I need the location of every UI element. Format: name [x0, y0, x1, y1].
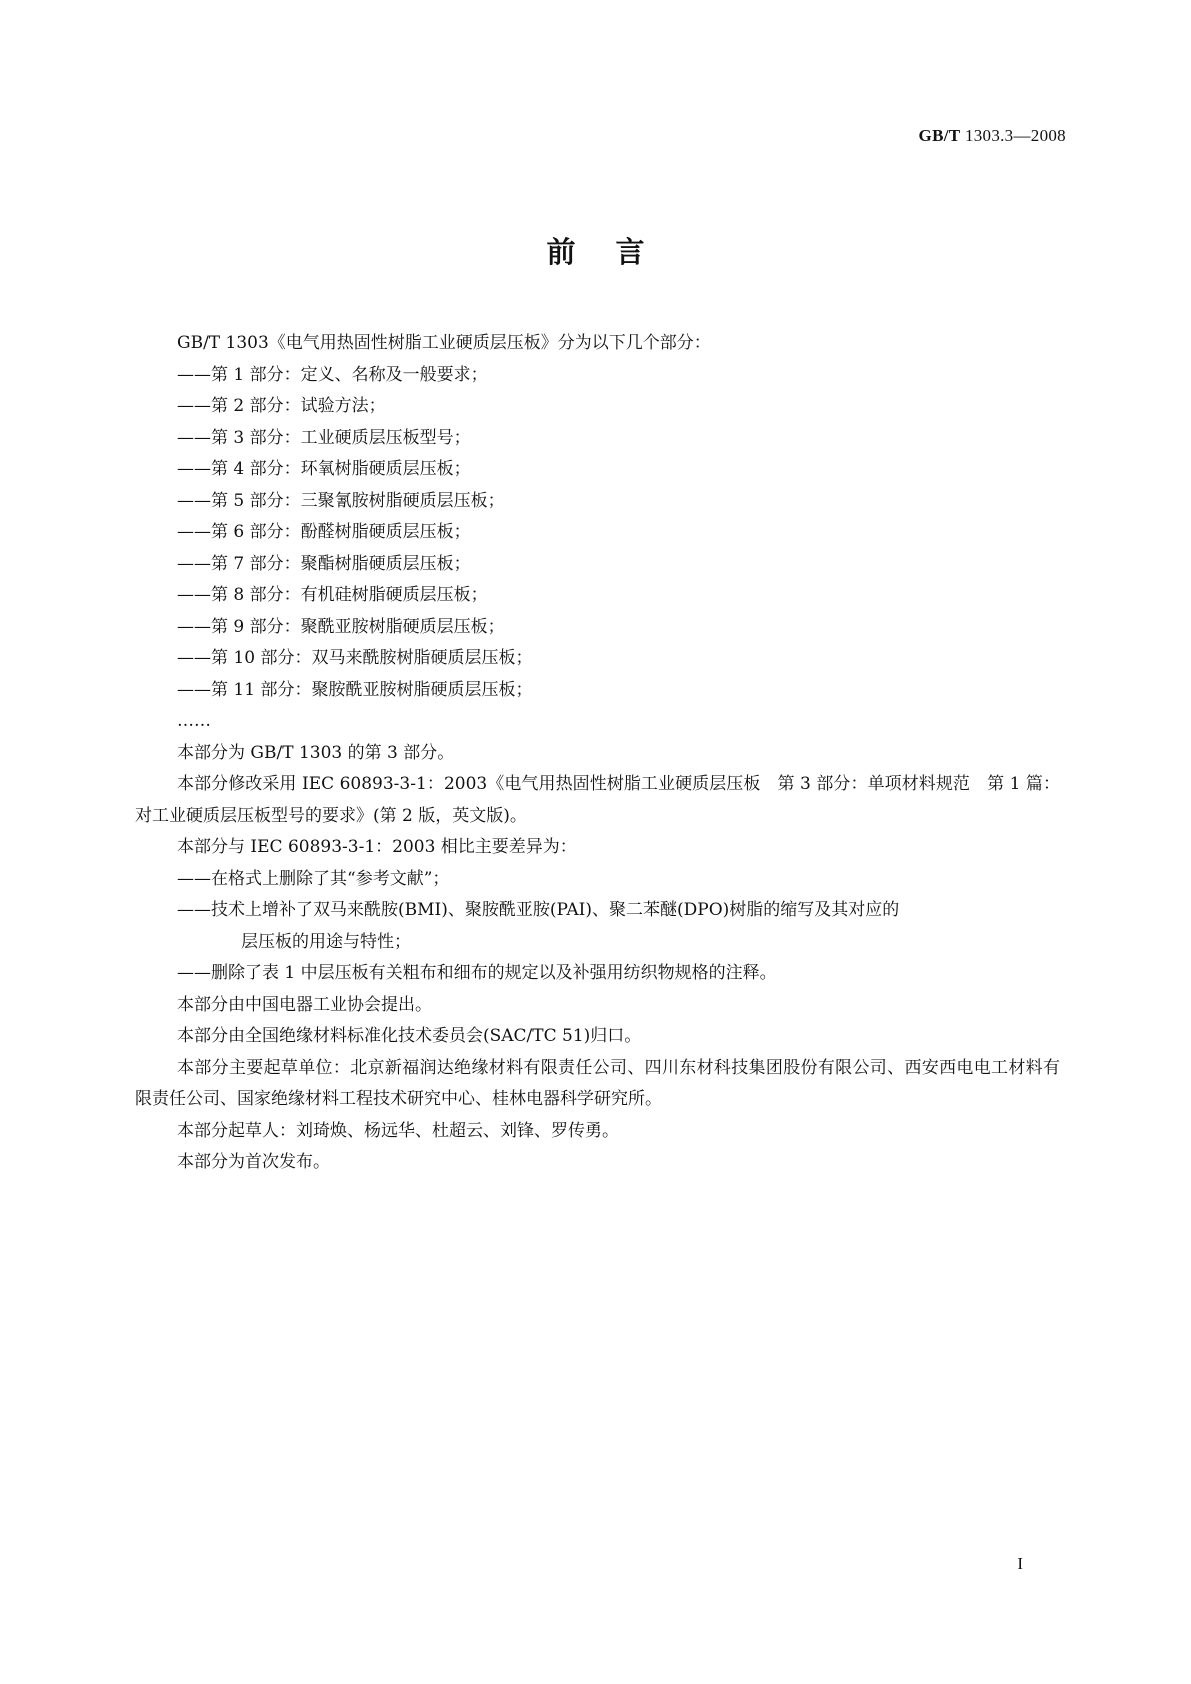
standard-code-number: 1303.3—2008 [964, 126, 1066, 145]
difference-item-continuation: 层压板的用途与特性； [241, 931, 411, 952]
difference-item-multiline [135, 895, 1060, 958]
standard-code-prefix: GB/T [918, 126, 961, 145]
part-item: ——第 11 部分：聚胺酰亚胺树脂硬质层压板； [177, 679, 533, 700]
ellipsis: …… [177, 711, 211, 731]
intro-paragraph: GB/T 1303《电气用热固性树脂工业硬质层压板》分为以下几个部分： [177, 333, 711, 353]
foreword-body [135, 328, 1060, 1179]
adoption-paragraph: 本部分修改采用 IEC 60893-3-1：2003《电气用热固性树脂工业硬质层压板 第 3 部分：单项材料规范 第 1 篇：对工业硬质层压板型号的要求》(第 2 版，英文版)。 [135, 774, 1060, 826]
part-item: ——第 8 部分：有机硅树脂硬质层压板； [177, 585, 488, 605]
first-release: 本部分为首次发布。 [177, 1152, 330, 1172]
part-item: ——第 6 部分：酚醛树脂硬质层压板； [177, 522, 471, 542]
part-item: ——第 4 部分：环氧树脂硬质层压板； [177, 459, 471, 479]
part-item: ——第 1 部分：定义、名称及一般要求； [177, 364, 488, 385]
standard-code [919, 126, 1066, 146]
proposed-by: 本部分由中国电器工业协会提出。 [177, 994, 432, 1015]
part-item: ——第 9 部分：聚酰亚胺树脂硬质层压板； [177, 616, 505, 637]
part-item: ——第 2 部分：试验方法； [177, 396, 386, 416]
part-item: ——第 10 部分：双马来酰胺树脂硬质层压板； [177, 648, 533, 668]
part-statement: 本部分为 GB/T 1303 的第 3 部分。 [177, 742, 455, 763]
part-item: ——第 5 部分：三聚氰胺树脂硬质层压板； [177, 490, 505, 511]
difference-item-first-line: ——技术上增补了双马来酰胺(BMI)、聚胺酰亚胺(PAI)、聚二苯醚(DPO)树脂的缩写及其对应的 [177, 900, 900, 920]
differences-intro: 本部分与 IEC 60893-3-1：2003 相比主要差异为： [177, 837, 577, 857]
page-number: I [1017, 1554, 1023, 1573]
page-title: 前言 [546, 235, 685, 269]
drafting-units: 本部分主要起草单位：北京新福润达绝缘材料有限责任公司、四川东材科技集团股份有限公司、西安西电电工材料有限责任公司、国家绝缘材料工程技术研究中心、桂林电器科学研究所。 [135, 1057, 1060, 1109]
difference-item: ——删除了表 1 中层压板有关粗布和细布的规定以及补强用纺织物规格的注释。 [177, 963, 777, 983]
part-item: ——第 3 部分：工业硬质层压板型号； [177, 427, 471, 448]
centralized-by: 本部分由全国绝缘材料标准化技术委员会(SAC/TC 51)归口。 [177, 1026, 642, 1046]
difference-item: ——在格式上删除了其“参考文献”； [177, 868, 450, 889]
part-item: ——第 7 部分：聚酯树脂硬质层压板； [177, 553, 471, 574]
drafters: 本部分起草人：刘琦焕、杨远华、杜超云、刘锋、罗传勇。 [177, 1120, 619, 1141]
